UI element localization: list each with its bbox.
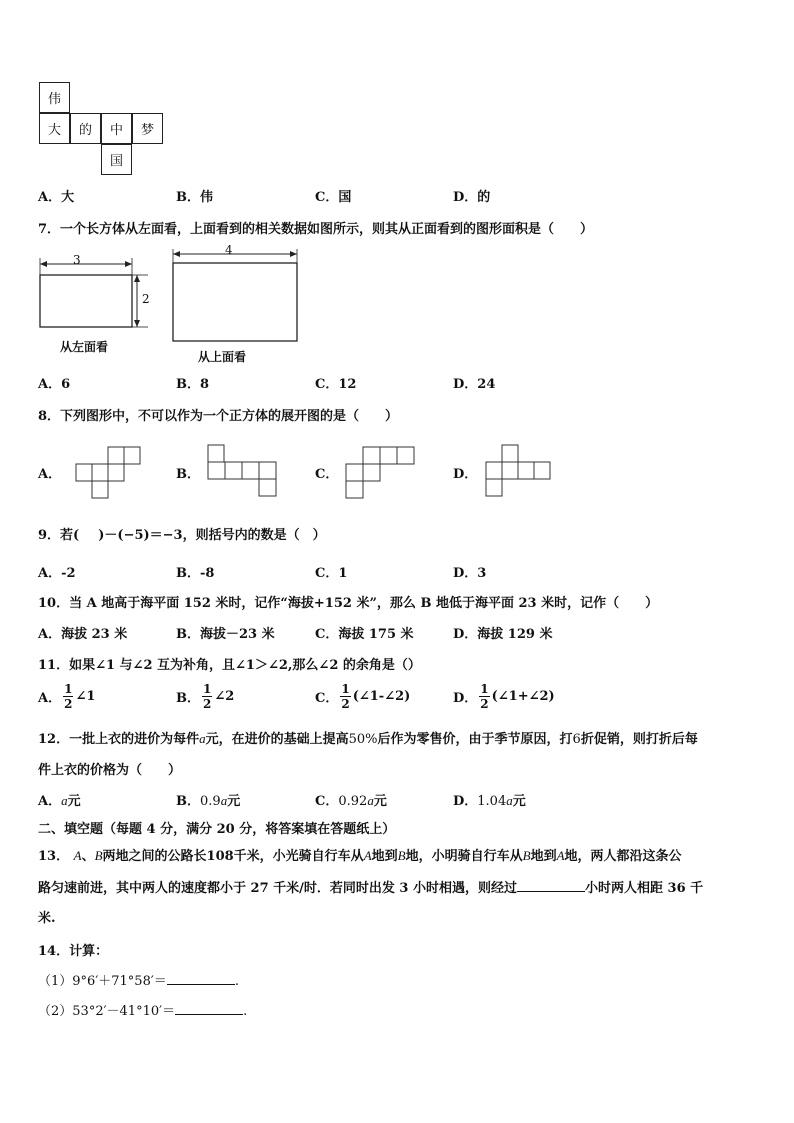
unit: 元: [227, 794, 241, 809]
q14-expression: （1）9°6′＋71°58′＝: [38, 974, 167, 989]
variable-a: a: [506, 793, 513, 808]
q10-option-c: C．海拔 175 米: [315, 627, 414, 642]
q6-option-b: B．伟: [176, 190, 213, 205]
q14-item-2: [38, 1000, 247, 1019]
option-text: (∠1+∠2): [491, 689, 555, 704]
unit: 元: [67, 794, 81, 809]
q12-text: 折促销，则打折后每: [580, 732, 698, 747]
point-a: A: [363, 848, 372, 863]
q12-option-a: [38, 790, 81, 809]
q13-text: 两地之间的公路长108千米，小光骑自行车从: [102, 849, 364, 864]
denominator: 2: [341, 697, 350, 711]
q6-option-a: A．大: [38, 190, 75, 205]
variable-a: a: [220, 793, 228, 808]
q8-label-d: D．: [453, 467, 478, 482]
q13-line3: 米.: [38, 911, 56, 926]
q7-left-height-label: 2: [142, 292, 150, 306]
period: .: [243, 1004, 248, 1019]
q10-option-d: D．海拔 129 米: [453, 627, 553, 642]
q9-expression: )－(−5)＝−3，则括号内的数是（ ）: [98, 528, 326, 543]
net-cell: 大: [39, 113, 70, 144]
q13-text: 地，两人都沿这条公: [564, 849, 682, 864]
q7-left-caption: 从左面看: [60, 340, 109, 354]
numerator: 1: [64, 682, 73, 696]
denominator: 2: [64, 697, 73, 711]
q7-option-a: A．6: [38, 377, 71, 392]
q10-option-b: B．海拔－23 米: [176, 627, 275, 642]
option-text: ∠1: [75, 689, 96, 704]
point-b: B: [94, 848, 103, 863]
option-text: (∠1-∠2): [352, 689, 411, 704]
q14-expression: （2）53°2′－41°10′＝: [38, 1004, 176, 1019]
q13-number: 13．: [38, 849, 70, 864]
coefficient: 0.9: [200, 794, 221, 809]
numerator: 1: [203, 682, 212, 696]
q7-left-width-label: 3: [73, 253, 81, 267]
q13-text: 地到: [530, 849, 557, 864]
q8-label-b: B．: [176, 467, 200, 482]
q10-stem: 10．当 A 地高于海平面 152 米时，记作“海拔+152 米”，那么 B 地低于海平面 23 米时，记作（ ）: [38, 596, 659, 611]
option-label: D．: [453, 794, 478, 809]
q11-stem: 11．如果∠1 与∠2 互为补角，且∠1＞∠2,那么∠2 的余角是（）: [38, 658, 421, 673]
numerator: 1: [480, 682, 489, 696]
option-label: B．: [176, 794, 200, 809]
q11-option-a: [38, 682, 95, 711]
q8-net-a: [75, 446, 145, 502]
period: .: [234, 974, 239, 989]
denominator: 2: [480, 697, 489, 711]
point-b: B: [522, 848, 531, 863]
option-label: A．: [38, 794, 62, 809]
option-label: C．: [315, 691, 339, 706]
variable-a: a: [61, 793, 68, 808]
q9-option-a: A．-2: [38, 566, 76, 581]
net-cell: 伟: [39, 82, 70, 113]
q7-option-b: B．8: [176, 377, 210, 392]
q7-option-d: D．24: [453, 377, 496, 392]
q11-option-c: [315, 682, 410, 711]
option-label: B．: [176, 691, 200, 706]
net-cell: 国: [101, 144, 132, 175]
q7-option-c: C．12: [315, 377, 357, 392]
variable-a: a: [199, 731, 206, 746]
q8-net-c: [345, 446, 420, 502]
q7-stem: 7．一个长方体从左面看，上面看到的相关数据如图所示，则其从正面看到的图形面积是（ ）: [38, 222, 594, 237]
q10-option-a: A．海拔 23 米: [38, 627, 128, 642]
q7-top-caption: 从上面看: [198, 350, 247, 364]
point-b: B: [397, 848, 406, 863]
q6-option-c: C．国: [315, 190, 352, 205]
q12-option-d: [453, 790, 526, 809]
q13-text: 小时两人相距 36 千: [585, 881, 704, 896]
fraction: [202, 682, 212, 711]
q13-answer-blank[interactable]: [517, 879, 585, 892]
q13-line1: 13． A、B两地之间的公路长108千米，小光骑自行车从A地到B地，小明骑自行车从B地到A地，两人都沿这条公: [38, 848, 682, 864]
numerator: 1: [341, 682, 350, 696]
q9-prefix: 9．若(: [38, 528, 80, 543]
coefficient: 0.92: [338, 794, 368, 809]
q12-text: 元，在进价的基础上提高: [205, 732, 349, 747]
variable-a: a: [367, 793, 374, 808]
q14-item-1: [38, 970, 239, 989]
q8-stem: 8．下列图形中，不可以作为一个正方体的展开图的是（ ）: [38, 409, 399, 424]
q9-option-d: D．3: [453, 566, 487, 581]
q12-text: 12．一批上衣的进价为每件: [38, 732, 200, 747]
q8-label-a: A．: [38, 467, 62, 482]
q13-text: 地到: [371, 849, 398, 864]
q13-text: 路匀速前进，其中两人的速度都小于 27 千米/时．若同时出发 3 小时相遇，则经过: [38, 881, 517, 896]
q12-option-b: [176, 790, 240, 809]
q9-stem: [38, 524, 326, 543]
q6-option-d: D．的: [453, 190, 491, 205]
option-label: A．: [38, 691, 62, 706]
q8-net-b: [207, 444, 282, 500]
fraction: [340, 682, 350, 711]
q14-answer-blank-1[interactable]: [167, 972, 235, 985]
q9-option-b: B．-8: [176, 566, 215, 581]
q11-option-d: [453, 682, 555, 711]
fraction: [63, 682, 73, 711]
discount-number: 6: [572, 732, 581, 747]
point-a: A: [73, 848, 82, 863]
q12-text: 后作为零售价，由于季节原因，打: [377, 732, 573, 747]
net-cell: 梦: [132, 113, 163, 144]
option-label: C．: [315, 794, 339, 809]
q9-option-c: C．1: [315, 566, 348, 581]
coefficient: 1.04: [477, 794, 507, 809]
q8-net-d: [485, 444, 560, 500]
option-text: ∠2: [214, 689, 235, 704]
q12-option-c: [315, 790, 387, 809]
option-label: D．: [453, 691, 478, 706]
q12-stem-line2: 件上衣的价格为（ ）: [38, 763, 182, 778]
q11-option-b: [176, 682, 234, 711]
q7-top-width-label: 4: [225, 243, 233, 257]
fraction: [479, 682, 489, 711]
q14-answer-blank-2[interactable]: [175, 1002, 243, 1015]
q8-label-c: C．: [315, 467, 339, 482]
point-a: A: [556, 848, 565, 863]
denominator: 2: [203, 697, 212, 711]
net-cell: 的: [70, 113, 101, 144]
q13-text: 地，小明骑自行车从: [405, 849, 523, 864]
net-cell: 中: [101, 113, 132, 144]
q12-stem-line1: [38, 728, 698, 747]
unit: 元: [512, 794, 526, 809]
q14-title: 14．计算：: [38, 944, 109, 959]
section-heading-fill-in: 二、填空题（每题 4 分，满分 20 分，将答案填在答题纸上）: [38, 822, 396, 837]
q13-line2: [38, 877, 703, 896]
percent: 50%: [348, 732, 378, 747]
unit: 元: [373, 794, 387, 809]
